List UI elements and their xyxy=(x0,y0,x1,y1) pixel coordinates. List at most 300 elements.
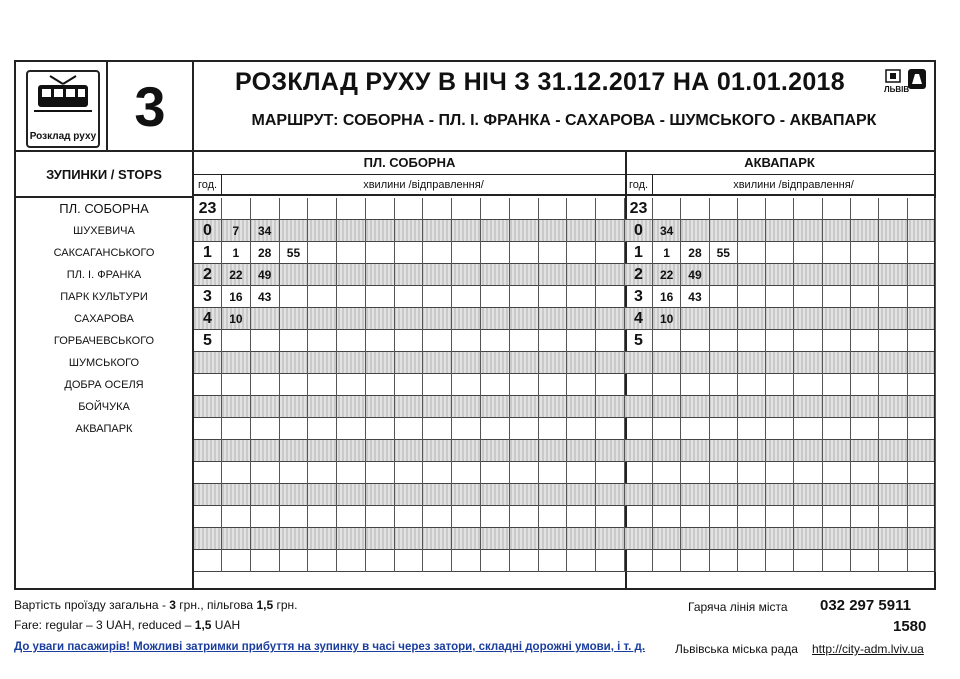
minute-cell xyxy=(481,286,510,308)
minute-cell xyxy=(424,220,453,242)
minute-cell xyxy=(653,440,681,462)
minute-cell xyxy=(510,462,539,484)
minute-cell xyxy=(452,506,481,528)
hotline-label: Гаряча лінія міста xyxy=(688,600,788,614)
minute-cell xyxy=(851,308,879,330)
minute-cell xyxy=(510,264,539,286)
minute-cell xyxy=(710,528,738,550)
minute-cell xyxy=(395,506,424,528)
minute-cell xyxy=(395,220,424,242)
minute-cell xyxy=(851,528,879,550)
minute-cell xyxy=(337,242,366,264)
minute-cell xyxy=(222,506,251,528)
minute-cell xyxy=(280,308,309,330)
passenger-notice: До уваги пасажирів! Можливі затримки прибуття на зупинку в часі через затори, складні дорожні умови, і т. д. xyxy=(14,641,646,653)
minute-cell xyxy=(308,462,337,484)
minute-cell xyxy=(280,462,309,484)
hour-cell xyxy=(625,396,653,418)
minute-cell xyxy=(337,550,366,572)
minute-cell: 22 xyxy=(222,264,251,286)
minute-cell xyxy=(766,286,794,308)
hour-cell xyxy=(194,440,222,462)
minute-cell xyxy=(251,308,280,330)
minute-cell xyxy=(738,484,766,506)
minute-cell xyxy=(879,242,907,264)
minute-cell xyxy=(395,374,424,396)
minute-cell xyxy=(337,462,366,484)
table-row xyxy=(194,330,625,352)
table-row xyxy=(194,374,625,396)
minute-cell xyxy=(596,242,625,264)
minute-cell xyxy=(424,506,453,528)
table-row xyxy=(194,198,625,220)
minute-cell xyxy=(308,374,337,396)
minute-cell xyxy=(567,286,596,308)
minute-cell xyxy=(851,418,879,440)
table-row xyxy=(194,352,625,374)
minute-cell xyxy=(366,286,395,308)
minute-cell xyxy=(766,352,794,374)
council-name: Львівська міська рада xyxy=(675,642,798,656)
minute-cell xyxy=(366,374,395,396)
minute-cell xyxy=(681,374,709,396)
minute-cell: 1 xyxy=(222,242,251,264)
minute-cell xyxy=(481,484,510,506)
minute-cell xyxy=(710,308,738,330)
minute-cell xyxy=(653,352,681,374)
minute-cell: 22 xyxy=(653,264,681,286)
minute-cell xyxy=(308,242,337,264)
hour-cell: 4 xyxy=(625,308,653,330)
minute-cell xyxy=(280,418,309,440)
minute-cell xyxy=(710,440,738,462)
timetable-direction-2 xyxy=(625,152,934,588)
minute-cell xyxy=(596,352,625,374)
minute-cell xyxy=(539,220,568,242)
minute-cell xyxy=(280,506,309,528)
minute-cell xyxy=(823,396,851,418)
minute-cell xyxy=(337,374,366,396)
hour-cell: 5 xyxy=(194,330,222,352)
minute-cell xyxy=(738,352,766,374)
table-row xyxy=(194,462,625,484)
table-row xyxy=(194,308,625,330)
minute-cell xyxy=(738,242,766,264)
minutes-header: хвилини /відправлення/ xyxy=(222,174,625,196)
city-logo xyxy=(884,68,928,98)
minute-cell xyxy=(851,550,879,572)
minute-cell xyxy=(567,528,596,550)
minute-cell xyxy=(738,396,766,418)
table-row xyxy=(194,418,625,440)
table-row xyxy=(194,550,625,572)
website-link[interactable]: http://city-adm.lviv.ua xyxy=(812,642,924,656)
minute-cell xyxy=(908,550,936,572)
table-row xyxy=(194,440,625,462)
table-row xyxy=(194,396,625,418)
timetable-sheet xyxy=(14,60,936,590)
minute-cell xyxy=(510,374,539,396)
hour-cell xyxy=(625,550,653,572)
minute-cell xyxy=(567,440,596,462)
minute-cell xyxy=(251,352,280,374)
minute-cell xyxy=(738,374,766,396)
minute-cell xyxy=(280,528,309,550)
minute-cell xyxy=(851,352,879,374)
minute-cell xyxy=(879,440,907,462)
minute-cell xyxy=(251,440,280,462)
hour-cell xyxy=(194,396,222,418)
minute-cell xyxy=(567,506,596,528)
minute-cell xyxy=(823,484,851,506)
minute-cell xyxy=(908,440,936,462)
table-row xyxy=(625,396,934,418)
minute-cell xyxy=(424,550,453,572)
hotline-phone: 032 297 5911 xyxy=(820,597,911,614)
minute-cell xyxy=(681,418,709,440)
minute-cell xyxy=(738,462,766,484)
minute-cell xyxy=(823,550,851,572)
table-row xyxy=(194,286,625,308)
minute-cell xyxy=(879,330,907,352)
minute-cell: 55 xyxy=(710,242,738,264)
minute-cell xyxy=(308,286,337,308)
minute-cell xyxy=(539,308,568,330)
minute-cell xyxy=(366,484,395,506)
route-description: МАРШРУТ: СОБОРНА - ПЛ. І. ФРАНКА - САХАРОВА - ШУМСЬКОГО - АКВАПАРК xyxy=(251,112,877,129)
minute-cell xyxy=(681,506,709,528)
tram-badge xyxy=(16,62,108,152)
minute-cell xyxy=(424,198,453,220)
minute-cell xyxy=(908,220,936,242)
minute-cell xyxy=(851,374,879,396)
minute-cell xyxy=(366,462,395,484)
table-row xyxy=(194,528,625,550)
minute-cell xyxy=(653,528,681,550)
minute-cell xyxy=(452,528,481,550)
minute-cell xyxy=(738,264,766,286)
minute-cell xyxy=(766,242,794,264)
hour-cell xyxy=(194,352,222,374)
minute-cell xyxy=(851,264,879,286)
minute-cell xyxy=(795,550,823,572)
minute-cell xyxy=(481,374,510,396)
minute-cell: 55 xyxy=(280,242,309,264)
minute-cell xyxy=(795,374,823,396)
hour-cell xyxy=(625,528,653,550)
minute-cell xyxy=(251,484,280,506)
minute-cell xyxy=(222,198,251,220)
minute-cell xyxy=(795,418,823,440)
minute-cell xyxy=(681,484,709,506)
stops-header: ЗУПИНКИ / STOPS xyxy=(16,152,192,198)
minute-cell xyxy=(851,462,879,484)
minute-cell xyxy=(251,374,280,396)
minute-cell xyxy=(452,396,481,418)
minute-cell: 10 xyxy=(653,308,681,330)
stop-item: БОЙЧУКА xyxy=(78,401,130,413)
minute-cell xyxy=(424,286,453,308)
minute-cell xyxy=(596,462,625,484)
table-row xyxy=(625,506,934,528)
minute-cell: 49 xyxy=(681,264,709,286)
minute-cell xyxy=(567,484,596,506)
hour-cell xyxy=(194,484,222,506)
minute-cell xyxy=(681,440,709,462)
minute-cell xyxy=(452,242,481,264)
minute-cell xyxy=(567,198,596,220)
minute-cell xyxy=(738,528,766,550)
minute-cell xyxy=(539,374,568,396)
table-row xyxy=(625,198,934,220)
stop-item: САКСАГАНСЬКОГО xyxy=(53,247,155,259)
minute-cell xyxy=(681,308,709,330)
minute-cell xyxy=(251,418,280,440)
stop-item: ПАРК КУЛЬТУРИ xyxy=(60,291,148,303)
badge-label: Розклад руху xyxy=(29,131,97,142)
stop-item: ДОБРА ОСЕЛЯ xyxy=(64,379,144,391)
hour-cell: 23 xyxy=(194,198,222,220)
minute-cell xyxy=(481,242,510,264)
timetable-direction-1 xyxy=(194,152,627,588)
minute-cell xyxy=(795,264,823,286)
hour-cell: 1 xyxy=(625,242,653,264)
minute-cell xyxy=(908,286,936,308)
minute-cell xyxy=(222,550,251,572)
minute-cell xyxy=(908,242,936,264)
minute-cell xyxy=(280,396,309,418)
minute-cell xyxy=(795,242,823,264)
minute-cell xyxy=(510,396,539,418)
minute-cell: 34 xyxy=(251,220,280,242)
minute-cell xyxy=(222,418,251,440)
hour-cell: 4 xyxy=(194,308,222,330)
minute-cell xyxy=(738,308,766,330)
table-row xyxy=(625,550,934,572)
title-area xyxy=(194,62,934,152)
minute-cell xyxy=(851,506,879,528)
page-title: РОЗКЛАД РУХУ В НІЧ З 31.12.2017 НА 01.01.2018 xyxy=(235,68,845,96)
table-row xyxy=(625,462,934,484)
minute-cell xyxy=(308,440,337,462)
stop-item: ПЛ. І. ФРАНКА xyxy=(66,269,142,281)
minute-cell xyxy=(766,264,794,286)
minute-cell xyxy=(452,264,481,286)
minute-cell: 16 xyxy=(222,286,251,308)
minute-cell xyxy=(908,484,936,506)
minute-cell xyxy=(653,198,681,220)
minute-cell xyxy=(766,484,794,506)
minute-cell xyxy=(710,198,738,220)
minute-cell xyxy=(280,484,309,506)
hour-cell xyxy=(194,418,222,440)
minute-cell xyxy=(481,418,510,440)
minute-cell xyxy=(481,220,510,242)
minute-cell xyxy=(395,308,424,330)
minute-cell xyxy=(280,286,309,308)
minute-cell xyxy=(879,484,907,506)
minute-cell xyxy=(653,418,681,440)
minute-cell xyxy=(424,352,453,374)
minute-cell xyxy=(452,352,481,374)
minute-cell xyxy=(452,440,481,462)
minute-cell xyxy=(510,242,539,264)
minute-cell xyxy=(879,550,907,572)
minute-cell xyxy=(681,198,709,220)
minute-cell xyxy=(481,352,510,374)
minute-cell xyxy=(596,396,625,418)
minute-cell xyxy=(879,462,907,484)
minute-cell: 16 xyxy=(653,286,681,308)
stops-column xyxy=(16,152,194,588)
table-row xyxy=(625,330,934,352)
minute-cell xyxy=(481,330,510,352)
hour-cell xyxy=(194,506,222,528)
minute-cell xyxy=(710,462,738,484)
minute-cell xyxy=(653,550,681,572)
minute-cell xyxy=(395,440,424,462)
minute-cell xyxy=(539,506,568,528)
minute-cell xyxy=(596,550,625,572)
minute-cell xyxy=(366,506,395,528)
minute-cell: 28 xyxy=(681,242,709,264)
minute-cell xyxy=(510,330,539,352)
minute-cell xyxy=(596,264,625,286)
minute-cell xyxy=(738,506,766,528)
minute-cell xyxy=(308,484,337,506)
fare-ua: Вартість проїзду загальна - 3 грн., пільгова 1,5 грн. xyxy=(14,598,298,612)
minute-cell xyxy=(908,374,936,396)
minute-cell xyxy=(738,330,766,352)
minute-cell xyxy=(567,396,596,418)
minute-cell xyxy=(452,418,481,440)
minute-cell xyxy=(851,396,879,418)
minute-cell xyxy=(395,198,424,220)
minute-cell xyxy=(795,484,823,506)
hour-cell xyxy=(625,462,653,484)
hour-cell: 2 xyxy=(194,264,222,286)
minute-cell xyxy=(823,374,851,396)
minute-cell xyxy=(879,374,907,396)
minute-cell xyxy=(908,352,936,374)
hour-cell xyxy=(625,506,653,528)
minutes-header: хвилини /відправлення/ xyxy=(653,174,934,196)
minute-cell xyxy=(539,396,568,418)
minute-cell xyxy=(710,484,738,506)
minute-cell xyxy=(539,550,568,572)
minute-cell xyxy=(879,418,907,440)
minute-cell xyxy=(851,286,879,308)
minute-cell xyxy=(567,264,596,286)
minute-cell xyxy=(823,220,851,242)
minute-cell xyxy=(308,308,337,330)
minute-cell xyxy=(539,462,568,484)
minute-cell xyxy=(738,418,766,440)
minute-cell xyxy=(681,220,709,242)
minute-cell xyxy=(395,418,424,440)
minute-cell xyxy=(510,352,539,374)
minute-cell xyxy=(395,484,424,506)
minute-cell xyxy=(879,528,907,550)
minute-cell xyxy=(337,440,366,462)
minute-cell xyxy=(879,286,907,308)
table-row xyxy=(194,220,625,242)
minute-cell xyxy=(823,308,851,330)
minute-cell xyxy=(653,462,681,484)
minute-cell xyxy=(879,308,907,330)
minute-cell xyxy=(596,528,625,550)
minute-cell xyxy=(795,286,823,308)
minute-cell xyxy=(710,264,738,286)
minute-cell xyxy=(738,550,766,572)
minute-cell xyxy=(596,506,625,528)
hour-cell: 1 xyxy=(194,242,222,264)
minute-cell xyxy=(395,528,424,550)
logo-text: ЛЬВІВ xyxy=(884,85,910,94)
minute-cell xyxy=(366,352,395,374)
hour-header: год. xyxy=(625,174,653,196)
minute-cell xyxy=(795,528,823,550)
minute-cell xyxy=(596,286,625,308)
minute-cell xyxy=(596,418,625,440)
minute-cell xyxy=(851,330,879,352)
minute-cell: 43 xyxy=(251,286,280,308)
minute-cell xyxy=(395,550,424,572)
minute-cell xyxy=(823,330,851,352)
minute-cell xyxy=(366,242,395,264)
hour-cell xyxy=(194,462,222,484)
stop-item: АКВАПАРК xyxy=(75,423,133,435)
minute-cell xyxy=(710,220,738,242)
minute-cell xyxy=(395,242,424,264)
minute-cell: 43 xyxy=(681,286,709,308)
minute-cell xyxy=(823,198,851,220)
minute-cell xyxy=(424,484,453,506)
table-row xyxy=(625,374,934,396)
minute-cell xyxy=(510,528,539,550)
minute-cell xyxy=(766,308,794,330)
hour-cell xyxy=(625,440,653,462)
minute-cell xyxy=(908,418,936,440)
minute-cell xyxy=(539,198,568,220)
minute-cell xyxy=(795,352,823,374)
hour-cell: 2 xyxy=(625,264,653,286)
minute-cell xyxy=(596,440,625,462)
minute-cell xyxy=(222,440,251,462)
minute-cell xyxy=(366,308,395,330)
minute-cell xyxy=(766,440,794,462)
direction-title: АКВАПАРК xyxy=(625,152,934,175)
minute-cell xyxy=(851,242,879,264)
minute-cell xyxy=(510,308,539,330)
minute-cell xyxy=(481,550,510,572)
table-row xyxy=(625,308,934,330)
minute-cell: 7 xyxy=(222,220,251,242)
minute-cell xyxy=(596,198,625,220)
minute-cell xyxy=(795,220,823,242)
minute-cell xyxy=(851,220,879,242)
minute-cell xyxy=(766,330,794,352)
fare-en: Fare: regular – 3 UAH, reduced – 1,5 UAH xyxy=(14,618,241,632)
stop-item: ПЛ. СОБОРНА xyxy=(59,201,149,216)
minute-cell xyxy=(452,220,481,242)
table-row xyxy=(625,352,934,374)
route-number: 3 xyxy=(108,62,194,152)
minute-cell xyxy=(337,352,366,374)
minute-cell xyxy=(766,396,794,418)
minute-cell xyxy=(222,374,251,396)
minute-cell xyxy=(766,220,794,242)
